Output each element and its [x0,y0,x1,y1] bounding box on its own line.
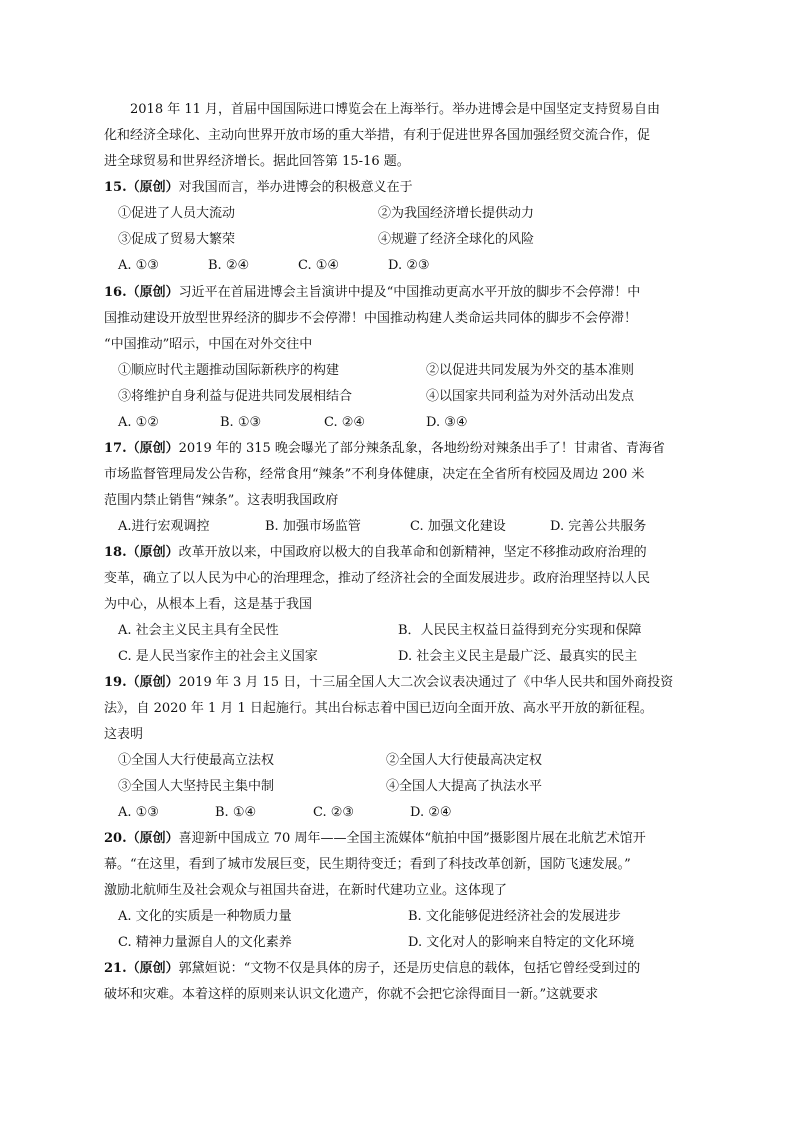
question-text: 对我国而言，举办进博会的积极意义在于 [178,180,413,195]
question-number: 21. [104,961,127,976]
question-18-line-3: 为中心，从根本上看，这是基于我国 [104,597,313,612]
question-17-line-3: 范围内禁止销售“辣条”。这表明我国政府 [104,493,339,508]
q16-choice-c: C. ②④ [324,415,366,430]
q16-choice-a: A. ①② [118,415,159,430]
q19-choice-a: A. ①③ [118,805,159,820]
question-19-line-3: 这表明 [104,727,144,742]
q19-statement-3: ③全国人大坚持民主集中制 [118,779,275,794]
q15-choice-b: B. ②④ [208,258,250,273]
q17-choice-b: B. 加强市场监管 [265,519,361,534]
question-tag: （原创） [126,545,179,560]
question-tag: （原创） [126,285,179,300]
question-tag: （原创） [126,961,179,976]
question-tag: （原创） [126,675,179,690]
question-tag: （原创） [126,441,179,456]
question-17-line-2: 市场监督管理局发公告称，经常食用“辣条”不利身体健康，决定在全省所有校园及周边 200 米 [104,467,645,482]
question-16-line-2: 国推动建设开放型世界经济的脚步不会停滞！中国推动构建人类命运共同体的脚步不会停滞！ [104,311,638,326]
q18-choice-c: C. 是人民当家作主的社会主义国家 [118,649,318,664]
q16-statement-3: ③将维护自身利益与促进共同发展相结合 [118,389,353,404]
question-text: 2019 年 3 月 15 日，十三届全国人大二次会议表决通过了《中华人民共和国外商投资 [178,675,674,690]
q19-choice-b: B. ①④ [215,805,257,820]
q18-choice-d: D. 社会主义民主是最广泛、最真实的民主 [398,649,638,664]
q18-choice-b: B．人民民主权益日益得到充分实现和保障 [398,623,642,638]
question-18-stem [104,545,664,561]
q17-choice-d: D. 完善公共服务 [550,519,647,534]
question-number: 17. [104,441,127,456]
q18-choice-a: A. 社会主义民主具有全民性 [118,623,279,638]
question-text: 2019 年的 315 晚会曝光了部分辣条乱象，各地纷纷对辣条出手了！甘肃省、青海省 [178,441,665,456]
q20-choice-d: D. 文化对人的影响来自特定的文化环境 [408,935,635,950]
q15-choice-a: A. ①③ [118,258,159,273]
question-20-line-2: 幕。“在这里，看到了城市发展巨变，民生期待变迁；看到了科技改革创新，国防飞速发展。” [104,857,631,872]
question-text: 郭黛姮说：“文物不仅是具体的房子，还是历史信息的载体，包括它曾经受到过的 [178,961,641,976]
q16-statement-4: ④以国家共同利益为对外活动出发点 [426,389,635,404]
q20-choice-b: B. 文化能够促进经济社会的发展进步 [408,909,621,924]
question-21-line-2: 破坏和灾难。本着这样的原则来认识文化遗产，你就不会把它涂得面目一新。”这就要求 [104,987,599,1002]
question-tag: （原创） [126,831,179,846]
q19-choice-d: D. ②④ [410,805,452,820]
question-16-line-3: “中国推动”昭示，中国在对外交往中 [104,337,313,352]
question-20-line-3: 激励北航师生及社会观众与祖国共奋进，在新时代建功立业。这体现了 [104,883,508,898]
question-17-stem [104,441,664,457]
q17-choice-c: C. 加强文化建设 [410,519,506,534]
question-19-stem [104,675,674,691]
q15-statement-3: ③促成了贸易大繁荣 [118,232,236,247]
question-16-stem [104,285,664,301]
question-20-stem [104,831,664,847]
intro-line-3: 进全球贸易和世界经济增长。据此回答第 15-16 题。 [104,154,410,169]
q16-choice-b: B. ①③ [220,415,262,430]
question-number: 16. [104,285,127,300]
question-text: 改革开放以来，中国政府以极大的自我革命和创新精神，坚定不移推动政府治理的 [178,545,647,560]
question-15-stem [104,180,664,196]
q20-choice-c: C. 精神力量源自人的文化素养 [118,935,292,950]
question-text: 习近平在首届进博会主旨演讲中提及“中国推动更高水平开放的脚步不会停滞！中 [178,285,641,300]
question-number: 15. [104,180,127,195]
q17-choice-a: A.进行宏观调控 [118,519,210,534]
question-21-stem [104,961,664,977]
q15-statement-1: ①促进了人员大流动 [118,206,236,221]
question-number: 19. [104,675,127,690]
q16-choice-d: D. ③④ [426,415,468,430]
q19-choice-c: C. ②③ [313,805,355,820]
intro-line-1: 2018 年 11 月，首届中国国际进口博览会在上海举行。举办进博会是中国坚定支持贸易自由 [104,102,661,117]
q19-statement-2: ②全国人大行使最高决定权 [386,753,543,768]
question-18-line-2: 变革，确立了以人民为中心的治理理念，推动了经济社会的全面发展进步。政府治理坚持以人民 [104,571,651,586]
q15-choice-d: D. ②③ [388,258,430,273]
q15-statement-4: ④规避了经济全球化的风险 [378,232,535,247]
question-number: 18. [104,545,127,560]
q16-statement-1: ①顺应时代主题推动国际新秩序的构建 [118,363,340,378]
q19-statement-4: ④全国人大提高了执法水平 [386,779,543,794]
q20-choice-a: A. 文化的实质是一种物质力量 [118,909,292,924]
q15-statement-2: ②为我国经济增长提供动力 [378,206,535,221]
question-number: 20. [104,831,127,846]
q19-statement-1: ①全国人大行使最高立法权 [118,753,275,768]
intro-line-2: 化和经济全球化、主动向世界开放市场的重大举措，有利于促进世界各国加强经贸交流合作，促 [104,128,651,143]
question-tag: （原创） [126,180,179,195]
q15-choice-c: C. ①④ [298,258,340,273]
q16-statement-2: ②以促进共同发展为外交的基本准则 [426,363,635,378]
question-19-line-2: 法》，自 2020 年 1 月 1 日起施行。其出台标志着中国已迈向全面开放、高水平开放的新征程。 [104,701,653,716]
question-text: 喜迎新中国成立 70 周年——全国主流媒体“航拍中国”摄影图片展在北航艺术馆开 [178,831,646,846]
